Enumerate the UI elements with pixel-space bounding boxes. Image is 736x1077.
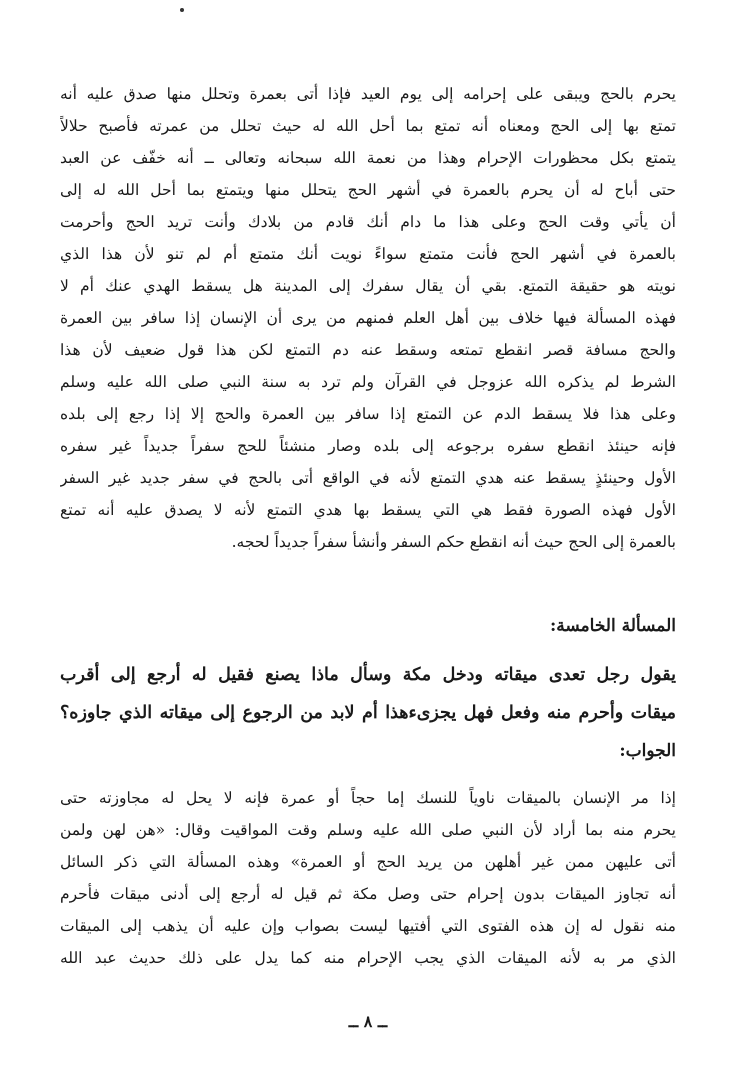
text-line: بالعمرة في أشهر الحج فأنت متمتع سواءً نويت أنك متمتع أم لم تنو لأن هذا الذي	[60, 245, 676, 263]
text-line: إذا مر الإنسان بالميقات ناوياً للنسك إما حجاً أو عمرة فإنه لا يحل له مجاوزته حتى	[60, 789, 676, 807]
page-number: ــ ٨ ــ	[348, 1012, 388, 1031]
text-line: الأول فهذه الصورة فقط هي التي يسقط بها هدي التمتع لأنه لا يصدق عليه أنه تمتع	[60, 501, 676, 519]
text-line: وعلى هذا فلا يسقط الدم عن التمتع إذا سافر بين العمرة والحج إلا إذا رجع إلى بلده	[60, 405, 676, 423]
text-line last-line: بالعمرة إلى الحج حيث أنه انقطع حكم السفر وأنشأ سفراً جديداً لحجه.	[231, 533, 676, 551]
text-line: منه نقول له إن هذه الفتوى التي أفتيها ليست بصواب وإن عليه أن يذهب إلى الميقات	[60, 917, 676, 935]
paragraph-2	[60, 782, 676, 974]
paragraph-1	[60, 78, 676, 558]
scan-speck	[180, 8, 184, 12]
question-line: يقول رجل تعدى ميقاته ودخل مكة وسأل ماذا يصنع فقيل له أرجع إلى أقرب	[60, 665, 676, 685]
text-line: يتمتع بكل محظورات الإحرام وهذا من نعمة الله سبحانه وتعالى ــ أنه خفّف عن العبد	[60, 149, 676, 167]
text-line: الذي مر به لأنه الميقات الذي يجب الإحرام منه كما يدل على ذلك حديث عبد الله	[60, 949, 676, 967]
text-line: أن يأتي وقت الحج وعلى هذا ما دام أنك قادم من بلادك وأنت تريد الحج وأحرمت	[60, 213, 676, 231]
text-line: فهذه المسألة فيها خلاف بين أهل العلم فمنهم من يرى أن الإنسان إذا سافر بين العمرة	[60, 309, 676, 327]
text-line: أنه تجاوز الميقات بدون إحرام حتى وصل مكة ثم قيل له أرجع إلى أدنى ميقات فأحرم	[60, 885, 676, 903]
answer-label: الجواب:	[619, 741, 676, 761]
text-line: تمتع بها إلى الحج ومعناه أنه تمتع بما أحل الله له حيث تحلل من عمرته فأصبح حلالاً	[60, 117, 676, 135]
text-line: فإنه حينئذ انقطع سفره برجوعه إلى بلده وصار منشئاً للحج سفراً جديداً غير سفره	[60, 437, 676, 455]
question-line: ميقات وأحرم منه وفعل فهل يجزىءهذا أم لابد من الرجوع إلى ميقاته الذي جاوزه؟	[60, 703, 676, 723]
question-block	[60, 656, 676, 732]
text-line: الشرط لم يذكره الله عزوجل في القرآن ولم ترد به سنة النبي صلى الله عليه وسلم	[60, 373, 676, 391]
text-line: الأول وحينئذٍ يسقط عنه هدي التمتع لأنه في الواقع أتى بالحج في سفر جديد غير السفر	[60, 469, 676, 487]
text-line: يحرم منه بما أراد لأن النبي صلى الله عليه وسلم وقت المواقيت وقال: «هن لهن ولمن	[60, 821, 676, 839]
section-heading: المسألة الخامسة:	[549, 616, 676, 636]
text-line: يحرم بالحج ويبقى على إحرامه إلى يوم العيد فإذا أتى بعمرة وتحلل منها صدق عليه أنه	[60, 85, 676, 103]
text-line: والحج مسافة قصر انقطع تمتعه وسقط عنه دم التمتع لكن هذا قول ضعيف لأن هذا	[60, 341, 676, 359]
text-line: حتى أباح له أن يحرم بالعمرة في أشهر الحج يتحلل منها ويتمتع بما أحل الله له إلى	[60, 181, 676, 199]
text-line: أتى عليهن ممن غير أهلهن من يريد الحج أو العمرة» وهذه المسألة التي ذكر السائل	[60, 853, 676, 871]
text-line: نويته هو حقيقة التمتع. بقي أن يقال سفرك إلى المدينة هل يسقط الهدي عنك أم لا	[60, 277, 676, 295]
